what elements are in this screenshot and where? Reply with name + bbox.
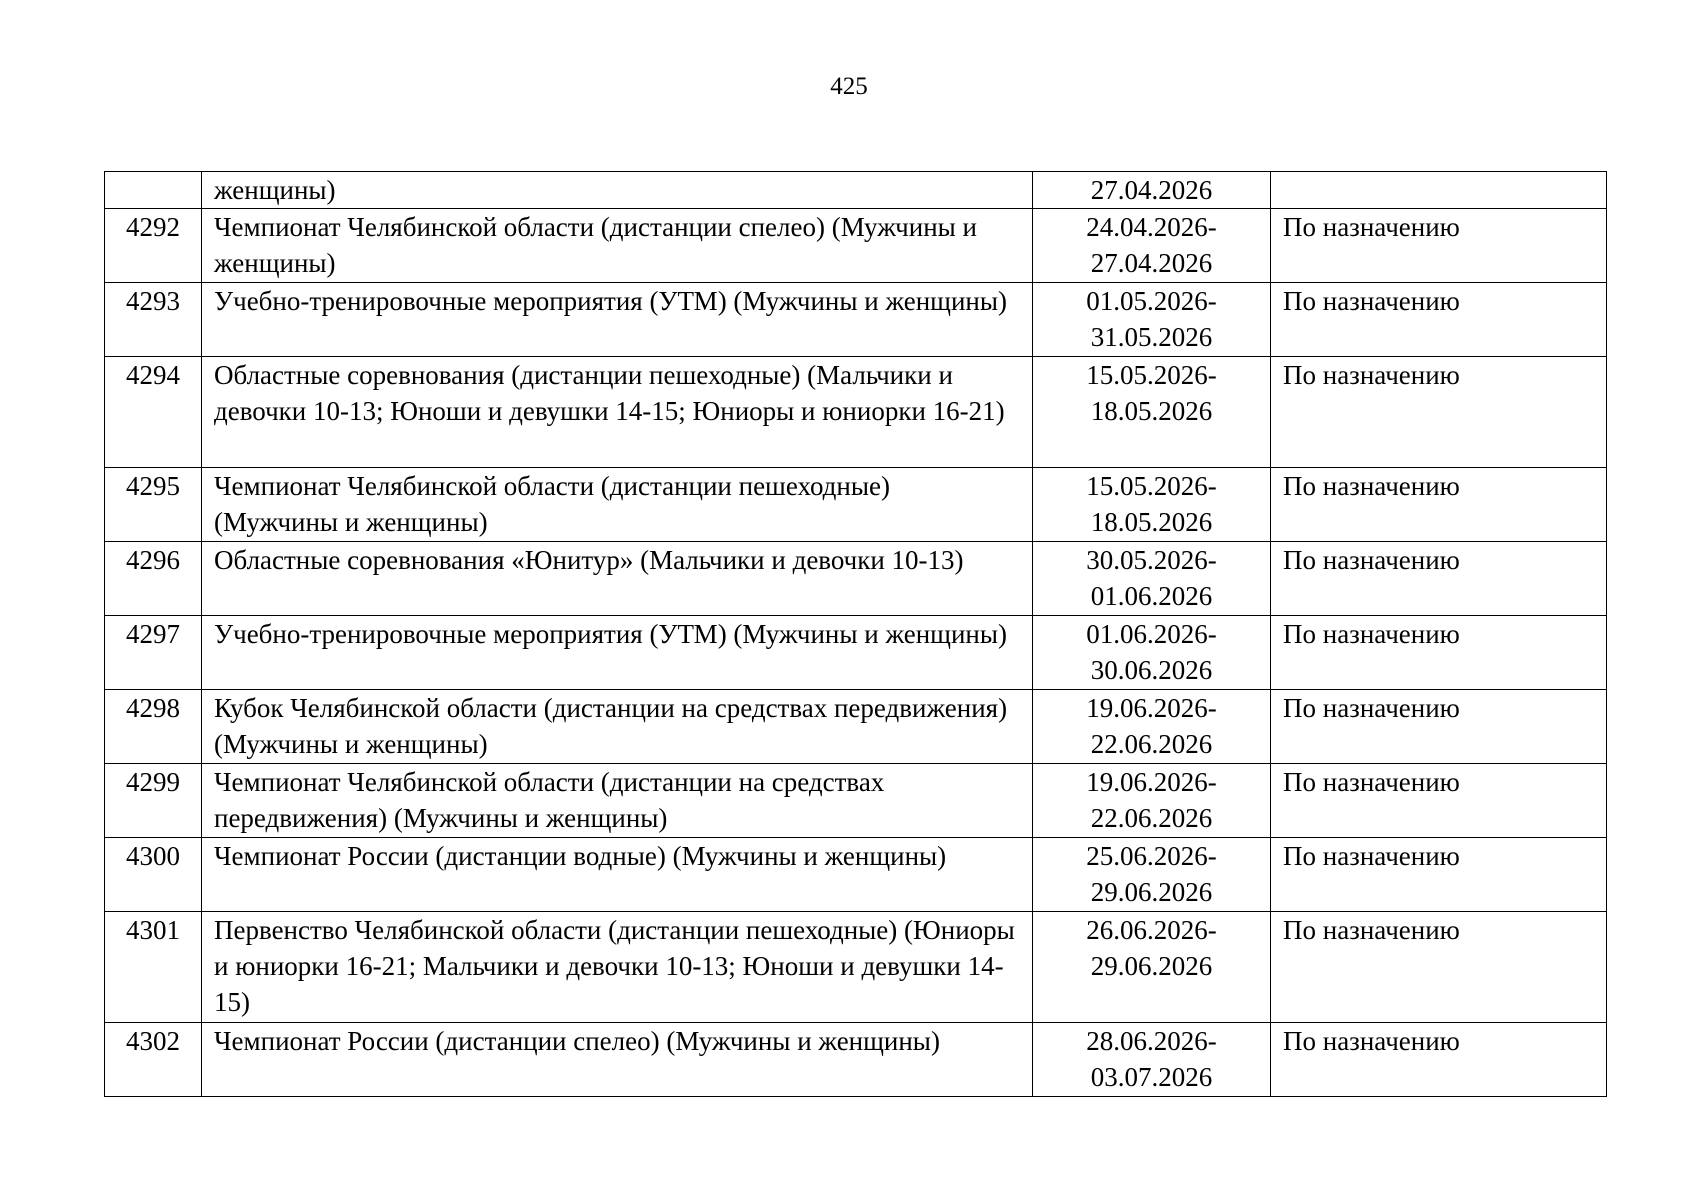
event-dates: [1033, 838, 1271, 912]
event-number: 4299: [105, 764, 202, 838]
event-name: Чемпионат Челябинской области (дистанции спелео) (Мужчины и женщины): [202, 209, 1033, 283]
event-date-start: 25.06.2026-: [1086, 841, 1217, 871]
event-dates: [1033, 172, 1271, 209]
event-date-start: 26.06.2026-: [1086, 915, 1217, 945]
event-dates: [1033, 468, 1271, 542]
event-responsible: По назначению: [1271, 209, 1607, 283]
table-row: [105, 690, 1607, 764]
event-number: 4292: [105, 209, 202, 283]
event-dates: [1033, 357, 1271, 468]
event-responsible: По назначению: [1271, 690, 1607, 764]
event-name: Первенство Челябинской области (дистанции пешеходные) (Юниоры и юниорки 16-21; Мальчики и девочки 10-13; Юноши и девушки 14-15): [202, 912, 1033, 1023]
events-table-body: [105, 172, 1607, 1097]
event-date-end: 29.06.2026: [1090, 951, 1213, 981]
table-row: [105, 283, 1607, 357]
event-dates: [1033, 283, 1271, 357]
event-dates: [1033, 912, 1271, 1023]
table-row: [105, 542, 1607, 616]
event-name: Чемпионат России (дистанции водные) (Мужчины и женщины): [202, 838, 1033, 912]
event-name: Областные соревнования (дистанции пешеходные) (Мальчики и девочки 10-13; Юноши и девушки 14-15; Юниоры и юниорки 16-21): [202, 357, 1033, 468]
event-name: Кубок Челябинской области (дистанции на средствах передвижения) (Мужчины и женщины): [202, 690, 1033, 764]
event-responsible: По назначению: [1271, 468, 1607, 542]
event-number: 4298: [105, 690, 202, 764]
event-number: 4301: [105, 912, 202, 1023]
table-row: [105, 209, 1607, 283]
table-row: [105, 616, 1607, 690]
event-number: 4300: [105, 838, 202, 912]
event-dates: [1033, 209, 1271, 283]
event-name: Учебно-тренировочные мероприятия (УТМ) (Мужчины и женщины): [202, 283, 1033, 357]
event-dates: [1033, 616, 1271, 690]
event-date-start: 30.05.2026-: [1086, 545, 1217, 575]
event-date-start: 15.05.2026-: [1086, 471, 1217, 501]
event-date-end: 29.06.2026: [1090, 877, 1213, 907]
event-date-start: 28.06.2026-: [1086, 1026, 1217, 1056]
event-dates: [1033, 542, 1271, 616]
event-date-end: 01.06.2026: [1090, 581, 1213, 611]
event-number: 4294: [105, 357, 202, 468]
event-date-start: 01.06.2026-: [1086, 619, 1217, 649]
event-date-end: 18.05.2026: [1090, 396, 1213, 426]
event-date-end: 22.06.2026: [1090, 803, 1213, 833]
event-name: Чемпионат Челябинской области (дистанции пешеходные) (Мужчины и женщины): [202, 468, 1033, 542]
event-responsible: По назначению: [1271, 616, 1607, 690]
table-row: [105, 838, 1607, 912]
event-date-end: 03.07.2026: [1090, 1062, 1213, 1092]
event-number: 4297: [105, 616, 202, 690]
table-row: [105, 764, 1607, 838]
event-date-end: 27.04.2026: [1090, 175, 1213, 205]
event-date-start: 19.06.2026-: [1086, 693, 1217, 723]
event-date-end: 27.04.2026: [1090, 248, 1213, 278]
event-responsible: По назначению: [1271, 912, 1607, 1023]
event-date-start: 15.05.2026-: [1086, 360, 1217, 390]
event-name: Учебно-тренировочные мероприятия (УТМ) (Мужчины и женщины): [202, 616, 1033, 690]
event-number: 4295: [105, 468, 202, 542]
event-date-start: 19.06.2026-: [1086, 767, 1217, 797]
table-row: [105, 912, 1607, 1023]
event-date-end: 18.05.2026: [1090, 507, 1213, 537]
table-row: [105, 357, 1607, 468]
event-responsible: [1271, 172, 1607, 209]
event-number: 4302: [105, 1023, 202, 1097]
event-date-start: 24.04.2026-: [1086, 212, 1217, 242]
event-number: [105, 172, 202, 209]
event-date-end: 22.06.2026: [1090, 729, 1213, 759]
event-date-start: 01.05.2026-: [1086, 286, 1217, 316]
event-name: Областные соревнования «Юнитур» (Мальчики и девочки 10-13): [202, 542, 1033, 616]
event-dates: [1033, 690, 1271, 764]
event-responsible: По назначению: [1271, 542, 1607, 616]
event-responsible: По назначению: [1271, 283, 1607, 357]
event-name: Чемпионат Челябинской области (дистанции на средствах передвижения) (Мужчины и женщины): [202, 764, 1033, 838]
event-name: Чемпионат России (дистанции спелео) (Мужчины и женщины): [202, 1023, 1033, 1097]
event-dates: [1033, 1023, 1271, 1097]
event-number: 4296: [105, 542, 202, 616]
event-responsible: По назначению: [1271, 357, 1607, 468]
page-number: 425: [830, 73, 868, 100]
event-responsible: По назначению: [1271, 764, 1607, 838]
event-number: 4293: [105, 283, 202, 357]
event-name: женщины): [202, 172, 1033, 209]
table-row: [105, 1023, 1607, 1097]
event-responsible: По назначению: [1271, 1023, 1607, 1097]
event-dates: [1033, 764, 1271, 838]
events-table: [104, 171, 1607, 1097]
event-date-end: 31.05.2026: [1090, 322, 1213, 352]
event-responsible: По назначению: [1271, 838, 1607, 912]
table-row: [105, 468, 1607, 542]
event-date-end: 30.06.2026: [1090, 655, 1213, 685]
table-row: [105, 172, 1607, 209]
